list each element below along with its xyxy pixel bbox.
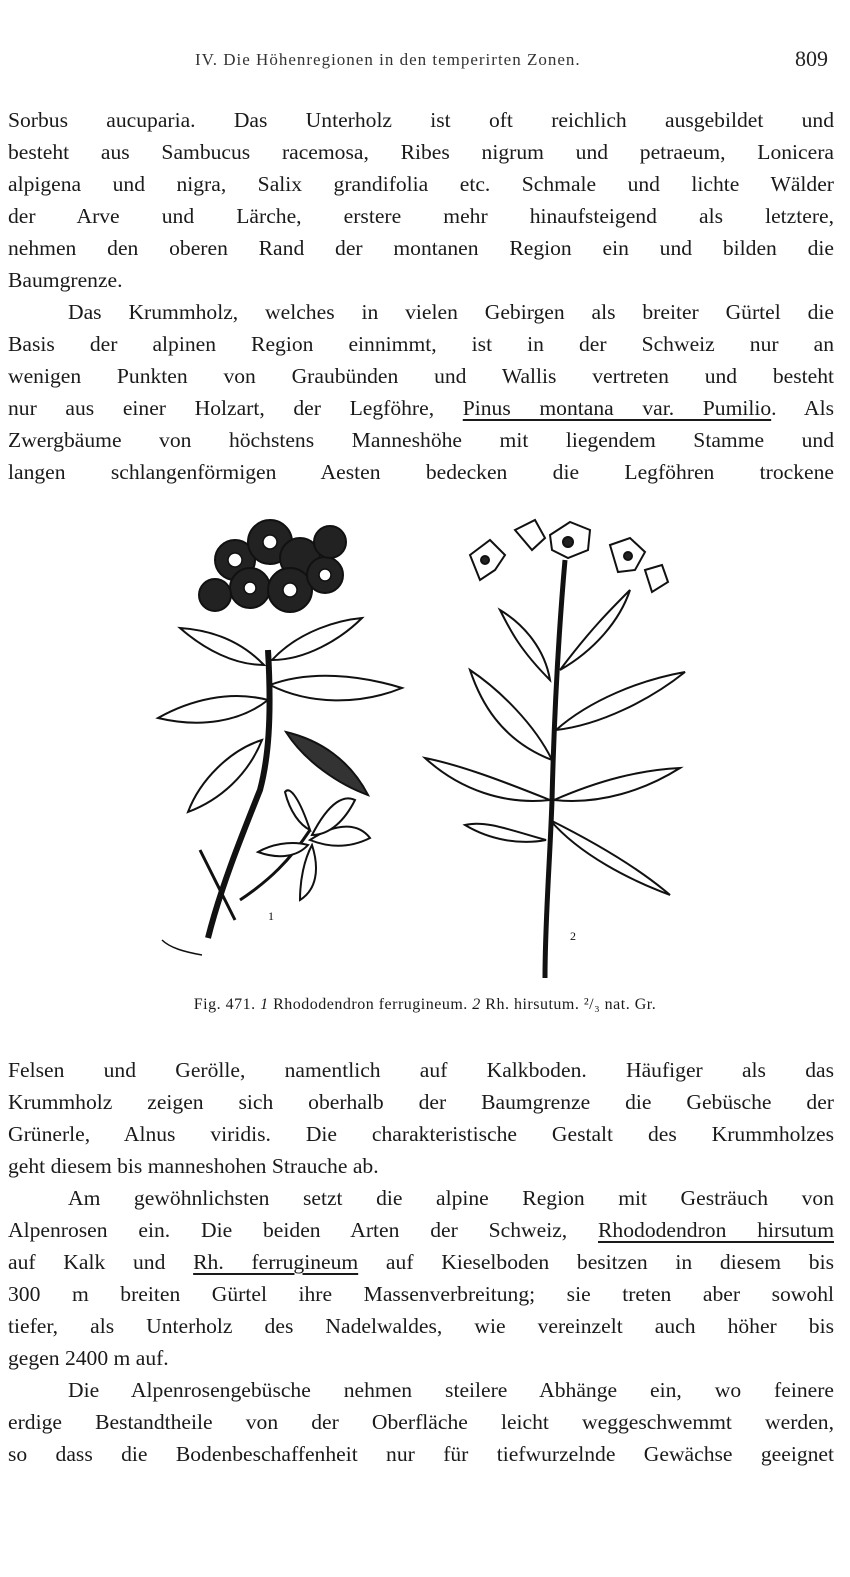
text-line: Am gewöhnlichsten setzt die alpine Region mit Gesträuch von bbox=[68, 1186, 834, 1210]
paragraph-5 bbox=[8, 1374, 834, 1470]
text-line: so dass die Bodenbeschaffenheit nur für tiefwurzelnde Gewächse geeignet bbox=[8, 1442, 834, 1466]
text-line: Zwergbäume von höchstens Manneshöhe mit liegendem Stamme und bbox=[8, 428, 834, 452]
text-line: Sorbus aucuparia. Das Unterholz ist oft reichlich ausgebildet und bbox=[8, 108, 834, 132]
text-line: gegen 2400 m auf. bbox=[8, 1346, 169, 1370]
text-line: tiefer, als Unterholz des Nadelwaldes, wie vereinzelt auch höher bis bbox=[8, 1314, 834, 1338]
text-segment: auf Kalk und bbox=[8, 1250, 194, 1274]
plant-1-drawing bbox=[158, 520, 402, 938]
text-segment: auf Kieselboden besitzen in diesem bis bbox=[358, 1250, 834, 1274]
text-line: nehmen den oberen Rand der montanen Region ein und bilden die bbox=[8, 236, 834, 260]
paragraph-2 bbox=[8, 296, 834, 488]
figure-label-1: 1 bbox=[268, 909, 274, 923]
running-title: IV. Die Höhenregionen in den temperirten Zonen. bbox=[195, 50, 581, 69]
text-line: geht diesem bis manneshohen Strauche ab. bbox=[8, 1154, 379, 1178]
text-line: erdige Bestandtheile von der Oberfläche leicht weggeschwemmt werden, bbox=[8, 1410, 834, 1434]
text-line-mixed bbox=[8, 1214, 834, 1246]
species-underlined: Pinus montana var. Pumilio bbox=[462, 396, 772, 420]
page-number: 809 bbox=[795, 46, 828, 71]
text-segment: Alpenrosen ein. Die beiden Arten der Schweiz, bbox=[8, 1218, 599, 1242]
text-line: Die Alpenrosengebüsche nehmen steilere Abhänge ein, wo feinere bbox=[68, 1378, 834, 1402]
caption-number-1: 1 bbox=[260, 996, 269, 1013]
text-line-mixed bbox=[8, 392, 834, 424]
caption-number-2: 2 bbox=[472, 996, 481, 1013]
figure-caption bbox=[0, 996, 850, 1014]
plant-2-drawing bbox=[425, 520, 685, 978]
text-line: wenigen Punkten von Graubünden und Wallis vertreten und besteht bbox=[8, 364, 834, 388]
text-line: Das Krummholz, welches in vielen Gebirgen als breiter Gürtel die bbox=[68, 300, 834, 324]
running-header bbox=[0, 46, 850, 80]
text-line: der Arve und Lärche, erstere mehr hinaufsteigend als letztere, bbox=[8, 204, 834, 228]
text-line: alpigena und nigra, Salix grandifolia etc. Schmale und lichte Wälder bbox=[8, 172, 834, 196]
text-line: 300 m breiten Gürtel ihre Massenverbreitung; sie treten aber sowohl bbox=[8, 1282, 834, 1306]
text-line-mixed bbox=[8, 1246, 834, 1278]
caption-scale: ²/₃ nat. Gr. bbox=[583, 996, 657, 1013]
botanical-figure bbox=[140, 500, 710, 990]
paragraph-1 bbox=[8, 104, 834, 296]
text-line: Krummholz zeigen sich oberhalb der Baumgrenze die Gebüsche der bbox=[8, 1090, 834, 1114]
text-line: Baumgrenze. bbox=[8, 268, 123, 292]
paragraph-3 bbox=[8, 1054, 834, 1182]
text-line: Grünerle, Alnus viridis. Die charakteristische Gestalt des Krummholzes bbox=[8, 1122, 834, 1146]
paragraph-4 bbox=[8, 1182, 834, 1374]
text-line: Basis der alpinen Region einnimmt, ist in der Schweiz nur an bbox=[8, 332, 834, 356]
artist-signature bbox=[162, 940, 202, 955]
rhododendron-illustration bbox=[140, 500, 710, 990]
caption-prefix: Fig. 471. bbox=[193, 996, 256, 1013]
caption-species-2: Rh. hirsutum. bbox=[485, 996, 580, 1013]
text-line: besteht aus Sambucus racemosa, Ribes nigrum und petraeum, Lonicera bbox=[8, 140, 834, 164]
text-line: langen schlangenförmigen Aesten bedecken die Legföhren trockene bbox=[8, 460, 834, 484]
text-line: Felsen und Gerölle, namentlich auf Kalkboden. Häufiger als das bbox=[8, 1058, 834, 1082]
species-underlined: Rh. ferrugineum bbox=[193, 1250, 359, 1274]
figure-label-2: 2 bbox=[570, 929, 576, 943]
caption-species-1: Rhododendron ferrugineum. bbox=[273, 996, 468, 1013]
species-underlined: Rhododendron hirsutum bbox=[598, 1218, 834, 1242]
text-segment: . Als bbox=[771, 396, 834, 420]
text-segment: nur aus einer Holzart, der Legföhre, bbox=[8, 396, 463, 420]
